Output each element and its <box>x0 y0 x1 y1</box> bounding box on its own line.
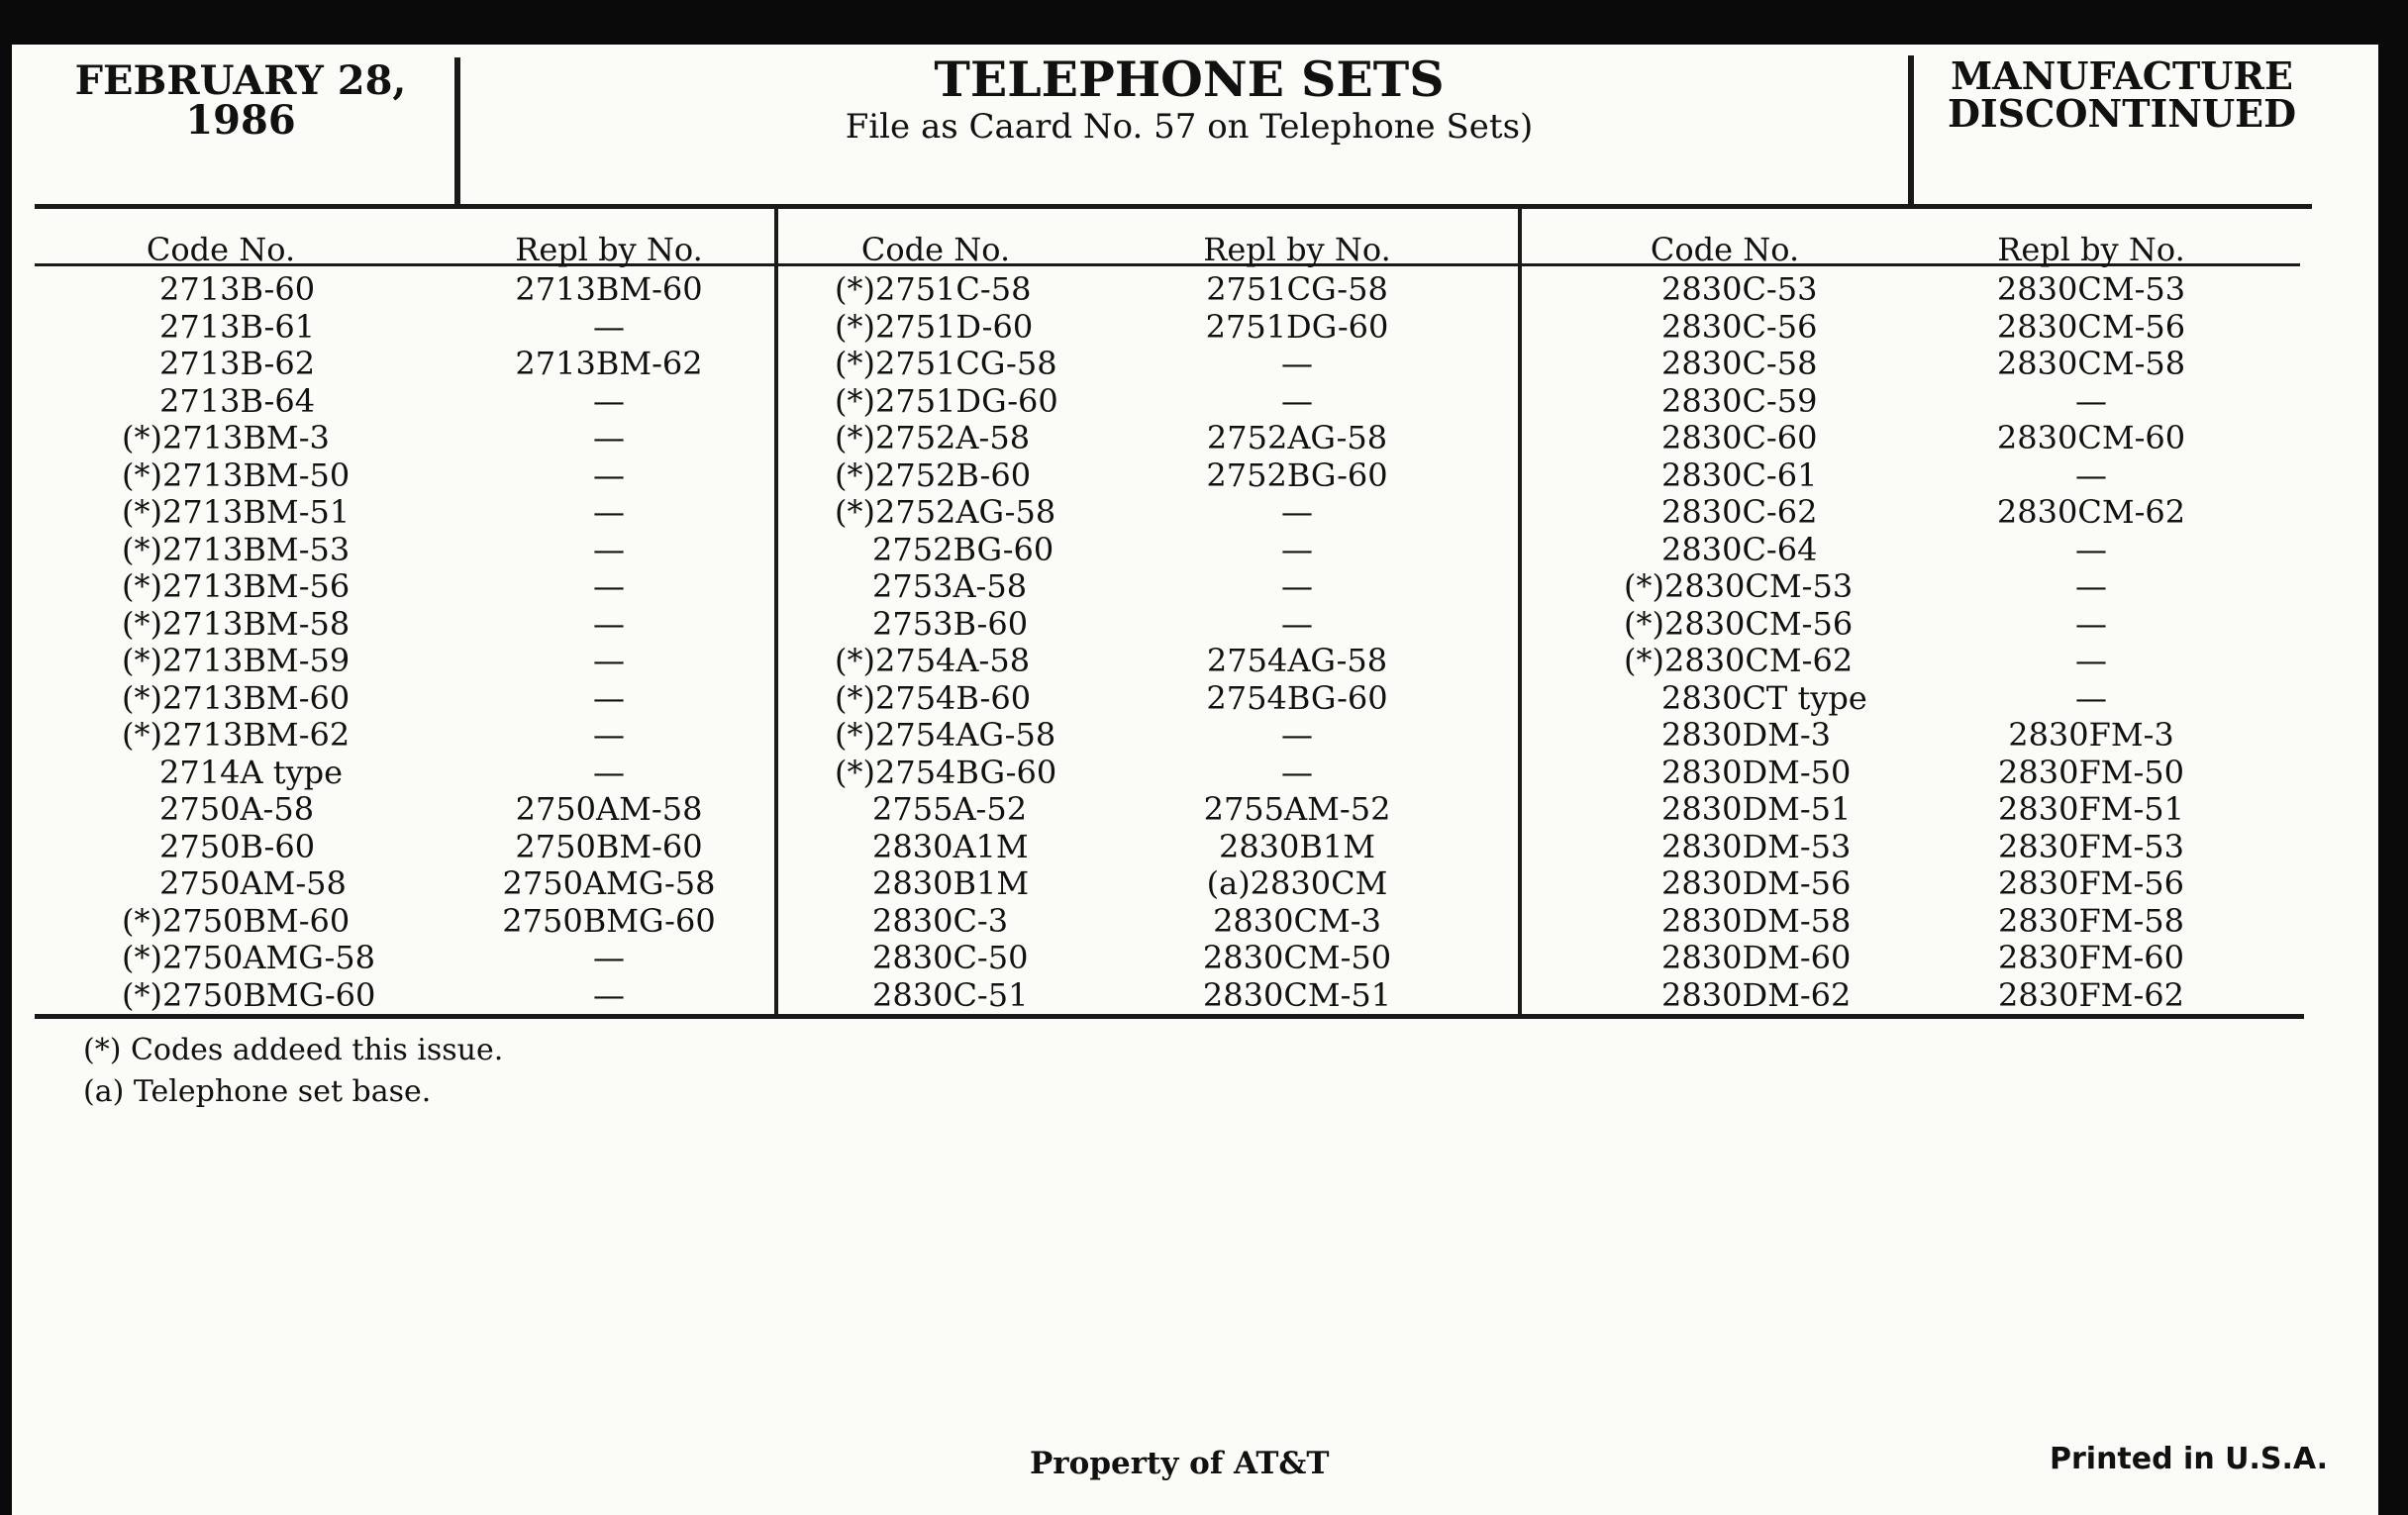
repl-cell: — <box>1281 753 1313 791</box>
repl-cell: 2830CM-3 <box>1213 901 1381 940</box>
code-cell: 2750A-58 <box>159 790 315 828</box>
code-cell: (*)2751D-60 <box>835 307 1034 346</box>
code-cell: (*)2750BM-60 <box>122 901 351 940</box>
code-cell: 2830DM-58 <box>1661 901 1852 940</box>
repl-cell: — <box>593 419 625 456</box>
code-cell: 2830DM-60 <box>1661 939 1852 976</box>
repl-list <box>1982 271 2200 1014</box>
repl-cell: — <box>593 753 625 791</box>
code-cell: 2830DM-56 <box>1661 864 1852 902</box>
code-cell: 2830DM-62 <box>1661 975 1852 1014</box>
repl-cell: — <box>2075 567 2107 605</box>
code-cell: (*)2713BM-3 <box>122 419 330 456</box>
code-cell: 2830C-64 <box>1661 530 1818 568</box>
table-bottom-rule <box>35 1014 2304 1019</box>
code-cell: (*)2750AMG-58 <box>122 939 375 976</box>
code-cell: (*)2754AG-58 <box>835 716 1056 754</box>
repl-cell: 2750BMG-60 <box>502 901 716 940</box>
repl-cell: 2750BM-60 <box>515 827 703 865</box>
code-cell: 2830CT type <box>1661 678 1867 717</box>
repl-cell: — <box>2075 604 2107 643</box>
code-cell: (*)2713BM-59 <box>122 642 351 679</box>
code-header: Code No. <box>1650 231 1800 268</box>
repl-header: Repl by No. <box>515 231 703 268</box>
repl-cell: 2830FM-58 <box>1998 901 2184 940</box>
code-cell: 2713B-60 <box>159 270 316 308</box>
repl-cell: 2754BG-60 <box>1206 678 1388 717</box>
repl-cell: 2713BM-60 <box>515 270 703 308</box>
repl-cell: — <box>1281 381 1313 420</box>
issue-date-line1: FEBRUARY 28, <box>74 57 407 104</box>
code-cell: (*)2754A-58 <box>835 642 1031 679</box>
column-divider-2 <box>1518 208 1522 1017</box>
status-line1: MANUFACTURE <box>1951 53 2293 98</box>
repl-cell: — <box>593 307 625 346</box>
code-cell: (*)2830CM-62 <box>1624 642 1854 679</box>
code-list <box>1624 271 1867 1014</box>
repl-header: Repl by No. <box>1203 231 1391 268</box>
code-cell: 2713B-61 <box>159 307 316 346</box>
issue-date <box>57 57 424 144</box>
code-cell: 2830C-61 <box>1661 455 1818 494</box>
code-cell: (*)2754BG-60 <box>835 753 1057 791</box>
code-cell: (*)2830CM-56 <box>1624 604 1854 643</box>
repl-cell: — <box>593 530 625 568</box>
repl-cell: 2713BM-62 <box>515 345 703 382</box>
repl-cell: — <box>2075 642 2107 679</box>
code-cell: 2830C-51 <box>872 975 1029 1014</box>
code-cell: 2752BG-60 <box>872 530 1054 568</box>
repl-cell: — <box>593 567 625 605</box>
repl-cell: 2750AM-58 <box>515 790 703 828</box>
repl-cell: 2830CM-50 <box>1202 939 1392 976</box>
repl-cell: — <box>1281 345 1313 382</box>
repl-cell: — <box>2075 381 2107 420</box>
code-cell: 2750AM-58 <box>159 864 347 902</box>
code-cell: (*)2751CG-58 <box>835 345 1057 382</box>
repl-cell: 2830FM-51 <box>1998 790 2184 828</box>
code-cell: 2830A1M <box>872 827 1029 865</box>
repl-cell: 2751DG-60 <box>1205 307 1389 346</box>
repl-cell: — <box>1281 530 1313 568</box>
colhead-bottom-rule <box>35 263 2300 266</box>
code-cell: (*)2713BM-51 <box>122 493 351 531</box>
repl-cell: — <box>2075 678 2107 717</box>
column-divider-1 <box>774 208 778 1017</box>
repl-cell: — <box>593 493 625 531</box>
repl-cell: 2830CM-62 <box>1996 493 2186 531</box>
repl-cell: 2830CM-58 <box>1996 345 2186 382</box>
repl-cell: — <box>1281 716 1313 754</box>
property-notice: Property of AT&T <box>1030 1446 1330 1481</box>
repl-list <box>1188 271 1406 1014</box>
code-cell: (*)2713BM-53 <box>122 530 351 568</box>
code-cell: 2830DM-53 <box>1661 827 1852 865</box>
status-line2: DISCONTINUED <box>1947 91 2297 136</box>
code-cell: (*)2713BM-60 <box>122 678 351 717</box>
document-title: TELEPHONE SETS <box>934 50 1445 108</box>
repl-cell: 2752BG-60 <box>1206 455 1388 494</box>
header-bottom-rule <box>35 204 2312 209</box>
repl-list <box>500 271 718 1014</box>
code-cell: 2750B-60 <box>159 827 316 865</box>
document-heading <box>470 51 1908 147</box>
status-label <box>1924 53 2320 136</box>
code-cell: 2830B1M <box>872 864 1030 902</box>
code-cell: (*)2713BM-58 <box>122 604 351 643</box>
code-cell: (*)2751C-58 <box>835 270 1032 308</box>
code-cell: 2830C-53 <box>1661 270 1818 308</box>
header-divider-left <box>454 57 460 206</box>
code-cell: (*)2752B-60 <box>835 455 1032 494</box>
header-divider-right <box>1908 55 1914 206</box>
code-list <box>122 271 375 1014</box>
code-cell: 2830DM-3 <box>1661 716 1832 754</box>
repl-cell: 2830FM-56 <box>1998 864 2184 902</box>
code-cell: 2830DM-51 <box>1661 790 1852 828</box>
repl-cell: — <box>593 678 625 717</box>
repl-cell: 2752AG-58 <box>1206 419 1388 456</box>
code-cell: 2830C-59 <box>1661 381 1818 420</box>
code-cell: (*)2752AG-58 <box>835 493 1056 531</box>
code-cell: (*)2754B-60 <box>835 678 1032 717</box>
repl-cell: — <box>593 642 625 679</box>
repl-header: Repl by No. <box>1997 231 2185 268</box>
code-cell: 2830C-56 <box>1661 307 1818 346</box>
repl-cell: 2754AG-58 <box>1206 642 1388 679</box>
code-cell: (*)2713BM-50 <box>122 455 351 494</box>
code-header: Code No. <box>146 231 296 268</box>
code-cell: 2830C-60 <box>1661 419 1818 456</box>
document-subtitle: File as Caard No. 57 on Telephone Sets) <box>845 107 1534 147</box>
repl-cell: 2750AMG-58 <box>502 864 716 902</box>
repl-cell: 2830CM-53 <box>1996 270 2186 308</box>
repl-cell: — <box>593 975 625 1014</box>
code-cell: (*)2830CM-53 <box>1624 567 1854 605</box>
repl-cell: 2830FM-53 <box>1998 827 2184 865</box>
repl-cell: 2830CM-60 <box>1996 419 2186 456</box>
code-cell: (*)2713BM-62 <box>122 716 351 754</box>
issue-date-line2: 1986 <box>185 97 296 144</box>
code-cell: 2753B-60 <box>872 604 1029 643</box>
code-header: Code No. <box>860 231 1011 268</box>
repl-cell: (a)2830CM <box>1206 864 1388 902</box>
code-cell: (*)2750BMG-60 <box>122 975 376 1014</box>
code-cell: (*)2751DG-60 <box>835 381 1058 420</box>
code-cell: 2714A type <box>159 753 344 791</box>
repl-cell: — <box>593 939 625 976</box>
note-set-base: (a) Telephone set base. <box>83 1074 432 1109</box>
repl-cell: 2755AM-52 <box>1203 790 1391 828</box>
repl-cell: — <box>593 716 625 754</box>
code-cell: 2830C-58 <box>1661 345 1818 382</box>
repl-cell: — <box>1281 567 1313 605</box>
code-list <box>835 271 1058 1014</box>
code-cell: 2713B-64 <box>159 381 316 420</box>
code-cell: 2830C-3 <box>872 901 1009 940</box>
repl-cell: 2751CG-58 <box>1206 270 1388 308</box>
printed-notice: Printed in U.S.A. <box>2050 1442 2329 1476</box>
repl-cell: — <box>2075 530 2107 568</box>
repl-cell: — <box>593 381 625 420</box>
repl-cell: 2830CM-51 <box>1202 975 1392 1014</box>
repl-cell: — <box>593 455 625 494</box>
repl-cell: — <box>2075 455 2107 494</box>
repl-cell: 2830FM-60 <box>1998 939 2184 976</box>
code-cell: (*)2752A-58 <box>835 419 1031 456</box>
repl-cell: 2830FM-3 <box>2008 716 2174 754</box>
repl-cell: 2830FM-50 <box>1998 753 2184 791</box>
repl-cell: 2830CM-56 <box>1996 307 2186 346</box>
code-cell: 2713B-62 <box>159 345 316 382</box>
code-cell: 2830C-62 <box>1661 493 1818 531</box>
repl-cell: — <box>1281 493 1313 531</box>
repl-cell: — <box>593 604 625 643</box>
code-cell: 2753A-58 <box>872 567 1028 605</box>
repl-cell: 2830B1M <box>1218 827 1376 865</box>
code-cell: 2830C-50 <box>872 939 1029 976</box>
repl-cell: — <box>1281 604 1313 643</box>
code-cell: (*)2713BM-56 <box>122 567 351 605</box>
code-cell: 2830DM-50 <box>1661 753 1852 791</box>
code-cell: 2755A-52 <box>872 790 1028 828</box>
note-added-codes: (*) Codes addeed this issue. <box>83 1033 504 1067</box>
repl-cell: 2830FM-62 <box>1998 975 2184 1014</box>
